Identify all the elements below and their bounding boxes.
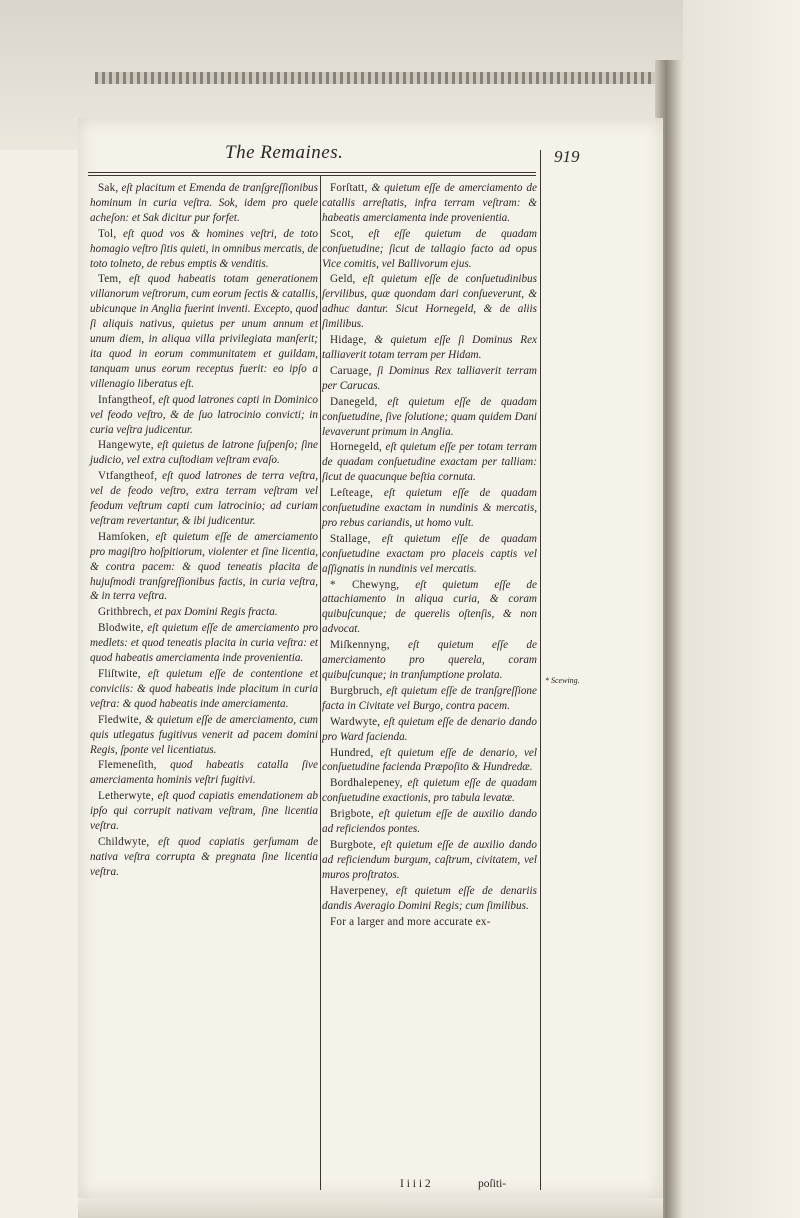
entry-term: Tol, — [98, 227, 117, 240]
glossary-entry — [90, 530, 318, 605]
running-title: The Remaines. — [225, 142, 344, 163]
entry-definition: eſt quietum eſſe de denario, vel conſuetudine facienda Præpoſito & Hundredæ. — [322, 746, 537, 774]
entry-definition: eſt quietum eſſe de quadam conſuetudine exactam pro placeis captis vel aſſignatis in nundinis vel mercatis. — [322, 532, 537, 575]
glossary-entry — [322, 684, 537, 714]
glossary-entry — [90, 227, 318, 272]
entry-definition: ſi Dominus Rex talliaverit terram per Carucas. — [322, 364, 537, 392]
entry-term: Wardwyte, — [330, 715, 381, 728]
page-bottom-edge — [78, 1198, 663, 1218]
entry-definition: eſt quod vos & homines veſtri, de toto homagio veſtro ſitis quieti, in omnibus mercatis, de toto tolneto, de rebus emptis & venditis. — [90, 227, 318, 270]
glossary-entry — [90, 605, 318, 620]
glossary-entry — [322, 486, 537, 531]
glossary-entry — [322, 333, 537, 363]
entry-definition: eſt quietum eſſe de auxilio dando ad reficiendos pontes. — [322, 808, 537, 836]
glossary-entry — [322, 884, 537, 914]
glossary-entry — [90, 469, 318, 529]
glossary-entry — [322, 915, 537, 930]
entry-term: Geld, — [330, 273, 356, 286]
column-divider — [320, 176, 321, 1190]
entry-term: Blodwite, — [98, 622, 144, 635]
glossary-entry — [90, 272, 318, 391]
entry-term: Hamſoken, — [98, 530, 150, 543]
entry-definition: & quietum eſſe ſi Dominus Rex talliaverit totam terram per Hidam. — [322, 334, 537, 361]
entry-term: Brigbote, — [330, 808, 374, 821]
entry-term: Stallage, — [330, 532, 371, 545]
entry-term: Burgbruch, — [330, 684, 383, 697]
header-rule — [88, 172, 536, 173]
entry-term: * Chewyng, — [330, 578, 400, 591]
decorative-border — [95, 72, 655, 84]
glossary-entry — [322, 532, 537, 577]
entry-term: Burgbote, — [330, 838, 377, 851]
entry-definition: eſt quietum eſſe de contentione et conviciis: & quod habeatis inde placitum in curia veſtra: & quod habeatis inde amerciamenta. — [90, 668, 318, 710]
header-rule-double — [88, 175, 536, 176]
glossary-entry — [322, 440, 537, 485]
left-column — [90, 181, 318, 1191]
entry-term: Hangewyte, — [98, 439, 154, 452]
entry-definition: eſt quod capiatis emendationem ab ipſo qui corrupit nativam veſtram, ſine licentia veſtra. — [90, 790, 318, 833]
page-number: 919 — [554, 147, 580, 166]
entry-definition: quod habeatis catalla ſive amerciamenta hominis veſtri fugitivi. — [90, 759, 318, 787]
glossary-entry — [90, 713, 318, 758]
entry-definition: et pax Domini Regis fracta. — [151, 606, 278, 619]
entry-term: Childwyte, — [98, 835, 150, 848]
entry-term: Danegeld, — [330, 395, 378, 408]
entry-term: Haverpeney, — [330, 884, 389, 897]
glossary-entry — [90, 667, 318, 712]
catchword: poſiti- — [478, 1178, 507, 1190]
entry-definition: eſt quod latrones capti in Dominico vel feodo veſtro, & de ſuo latrocinio convicti; in curia veſtra judicentur. — [90, 393, 318, 436]
entry-definition: eſt quietum eſſe de quadam conſuetudine, ſive ſolutione; quam quidem Dani levaverunt primum in Anglia. — [322, 395, 537, 438]
entry-term: Forſtatt, — [330, 182, 368, 194]
facing-page-edge — [683, 0, 800, 1218]
glossary-entry — [322, 838, 537, 883]
entry-definition: eſt quod habeatis totam generationem villanorum veſtrorum, cum eorum ſectis & catallis, ubicunque in Anglia fuerint inventi. Excepto, quod ſi aliquis nativus, quietus per unum annum et unum diem, in aliqua villa privilegiata manſerit; ita quod in eorum communitatem et guildam, tanquam unus eorum receptus fuerit: eo ipſo a villenagio liberatus eſt. — [90, 273, 318, 390]
entry-term: Fliſtwite, — [98, 668, 141, 680]
entry-definition: eſt quietum eſſe de denariis dandis Averagio Domini Regis; cum ſimilibus. — [322, 884, 537, 912]
entry-definition: eſt quietum eſſe per totam terram de quadam conſuetudine exactam per talliam: ſicut de quacunque beſtia cornuta. — [322, 441, 537, 484]
glossary-entry — [90, 835, 318, 880]
glossary-entry — [322, 272, 537, 332]
entry-term: Vtfangtheof, — [98, 470, 158, 483]
glossary-entry — [322, 807, 537, 837]
entry-term: Letherwyte, — [98, 790, 154, 803]
entry-definition: eſt quietus de latrone ſuſpenſo; ſine judicio, vel extra cuſtodiam veſtram evaſo. — [90, 439, 318, 467]
glossary-entry — [322, 746, 537, 776]
entry-term: Hundred, — [330, 746, 374, 759]
glossary-entry — [322, 227, 537, 272]
entry-term: Leſteage, — [330, 487, 374, 500]
glossary-entry — [90, 181, 318, 226]
entry-term: For a larger and more accurate ex- — [330, 915, 491, 928]
glossary-entry — [90, 393, 318, 438]
entry-term: Grithbrech, — [98, 606, 152, 619]
glossary-entry — [90, 621, 318, 666]
entry-definition: eſt placitum et Emenda de tranſgreſſionibus hominum in curia veſtra. Sok, idem pro quele acheſon: et Sak dicitur pur forfet. — [90, 182, 318, 224]
entry-term: Fledwite, — [98, 713, 142, 726]
entry-definition: eſt quietum eſſe de amerciamento pro querela, coram quibuſcunque; in tranſumptione prolata. — [322, 639, 537, 681]
entry-definition: eſt quietum eſſe de conſuetudinibus ſervilibus, quæ quondam dari conſueverunt, & adhuc dantur. Sicut Hornegeld, & de aliis ſimilibus. — [322, 273, 537, 331]
entry-definition: eſt quietum eſſe de quadam conſuetudine exactam in nundinis & mercatis, pro rebus cariandis, ut homo vult. — [322, 487, 537, 529]
margin-rule — [540, 150, 541, 1190]
entry-term: Scot, — [330, 227, 354, 240]
glossary-entry — [322, 776, 537, 806]
entry-definition: eſt quod capiatis gerſumam de nativa veſtra corrupta & pregnata ſine licentia veſtra. — [90, 835, 318, 878]
glossary-entry — [90, 758, 318, 788]
entry-definition: eſt eſſe quietum de quadam conſuetudine; ſicut de tallagio facto ad opus Vice comitis, vel Ballivorum ejus. — [322, 227, 537, 270]
entry-definition: eſt quietum eſſe de amerciamento pro magiſtro hoſpitiorum, violenter et ſine licentia, & contra pacem: & quod teneatis placita de hujuſmodi tranſgreſſionibus factis, in curia veſtra, & in terra veſtra. — [90, 530, 318, 603]
glossary-entry — [322, 578, 537, 638]
entry-term: Hornegeld, — [330, 441, 383, 454]
entry-definition: eſt quietum eſſe de denario dando pro Ward facienda. — [322, 715, 537, 743]
right-column — [322, 181, 537, 1191]
signature-mark: I i i i 2 — [400, 1178, 431, 1190]
entry-term: Sak, — [98, 182, 119, 194]
entry-definition: & quietum eſſe de amerciamento de catallis arreſtatis, infra terram veſtram: & habeatis amerciamenta inde provenientia. — [322, 182, 537, 224]
entry-term: Infangtheof, — [98, 393, 156, 406]
entry-definition: eſt quietum eſſe de quadam conſuetudine exactionis, pro tabula levatæ. — [322, 777, 537, 805]
entry-definition: eſt quietum eſſe de amerciamento pro medlets: et quod teneatis placita in curia veſtra: et quod habeatis amerciamenta inde provenientia. — [90, 622, 318, 665]
glossary-entry — [322, 364, 537, 394]
entry-definition: & quietum eſſe de amerciamento, cum quis utlegatus fugitivus venerit ad pacem domini Regis, ſponte vel licentiatus. — [90, 713, 318, 756]
entry-definition: eſt quod latrones de terra veſtra, vel de feodo veſtro, extra terram veſtram vel feodum veſtrum capti cum latrocinio; ad curiam veſtram revertantur, & ibi judicentur. — [90, 470, 318, 527]
entry-term: Bordhalepeney, — [330, 777, 403, 790]
glossary-entry — [322, 715, 537, 745]
entry-term: Flemeneſith, — [98, 759, 157, 772]
glossary-entry — [322, 395, 537, 440]
glossary-entry — [322, 638, 537, 683]
margin-note: * Scewing. — [545, 676, 580, 685]
entry-definition: eſt quietum eſſe de tranſgreſſione facta in Civitate vel Burgo, contra pacem. — [322, 684, 537, 712]
glossary-entry — [322, 181, 537, 226]
glossary-entry — [90, 789, 318, 834]
entry-term: Miſkennyng, — [330, 639, 390, 652]
entry-term: Hidage, — [330, 334, 367, 347]
glossary-entry — [90, 438, 318, 468]
entry-definition: eſt quietum eſſe de attachiamento in aliqua curia, & coram quibuſcunque; de querelis oſtenſis, & non advocat. — [322, 578, 537, 636]
entry-definition: eſt quietum eſſe de auxilio dando ad reficiendum burgum, caſtrum, civitatem, vel muros proſtratos. — [322, 838, 537, 881]
entry-term: Tem, — [98, 273, 122, 286]
entry-term: Caruage, — [330, 364, 372, 377]
